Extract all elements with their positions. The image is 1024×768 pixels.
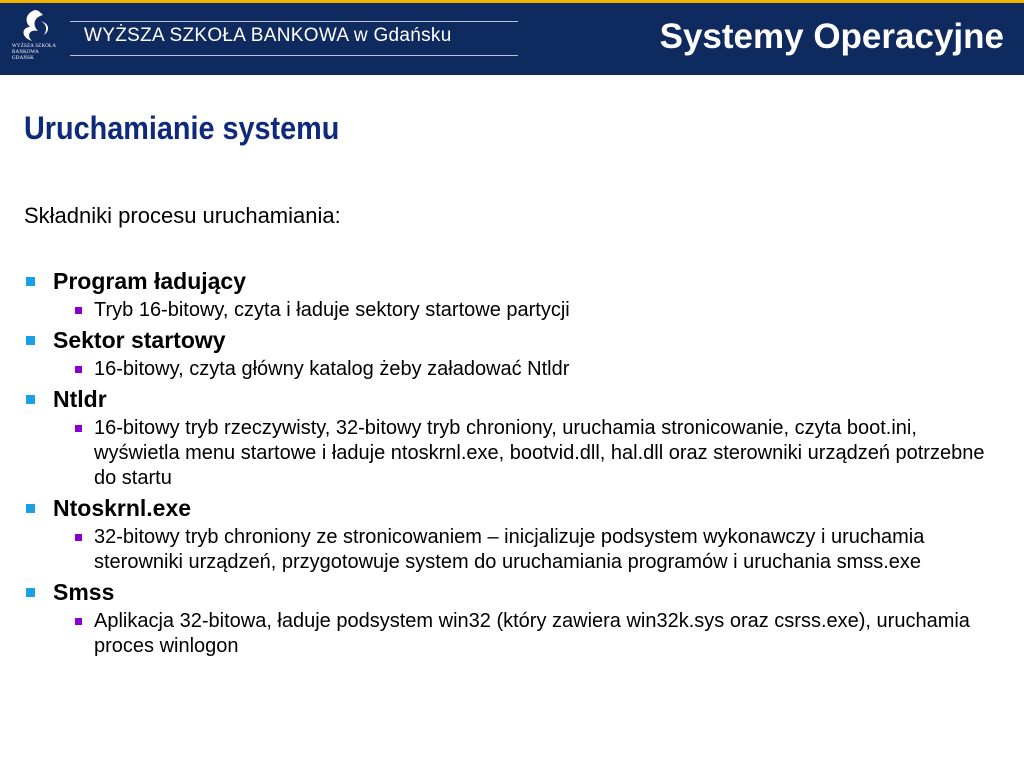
square-bullet-icon: [75, 618, 82, 625]
divider: [70, 55, 518, 56]
logo-emblem-icon: [10, 7, 60, 47]
list-item: [24, 327, 1004, 354]
square-bullet-icon: [26, 277, 35, 286]
list-subitem: [94, 525, 1004, 575]
list-subitem: [94, 416, 1004, 491]
list-item-label: Ntldr: [53, 386, 107, 412]
square-bullet-icon: [75, 425, 82, 432]
logo-wordmark: WYŻSZA SZKOŁA BANKOWA GDAŃSK: [12, 44, 56, 61]
square-bullet-icon: [75, 534, 82, 541]
divider: [70, 21, 518, 22]
header-accent-line: [0, 0, 1024, 3]
list-item: [24, 579, 1004, 606]
list-subitem: [94, 609, 1004, 659]
school-name: WYŻSZA SZKOŁA BANKOWA w Gdańsku: [84, 25, 452, 46]
list-subitem-text: Aplikacja 32-bitowa, ładuje podsystem win32 (który zawiera win32k.sys oraz csrss.exe), uruchamia proces winlogon: [94, 610, 970, 657]
square-bullet-icon: [26, 395, 35, 404]
list-item-label: Sektor startowy: [53, 327, 226, 353]
list-item: [24, 495, 1004, 522]
square-bullet-icon: [26, 504, 35, 513]
square-bullet-icon: [75, 307, 82, 314]
square-bullet-icon: [26, 336, 35, 345]
list-item-label: Ntoskrnl.exe: [53, 495, 192, 521]
slide-title: Uruchamianie systemu: [24, 110, 340, 146]
list-item-label: Program ładujący: [53, 268, 247, 294]
bullet-list: [24, 268, 1004, 663]
list-item: [24, 268, 1004, 295]
list-subitem-text: 16-bitowy tryb rzeczywisty, 32-bitowy tryb chroniony, uruchamia stronicowanie, czyta boot.ini, wyświetla menu startowe i ładuje ntoskrnl.exe, bootvid.dll, hal.dll oraz sterowniki urządzeń potrzebne do startu: [94, 417, 985, 489]
list-subitem-text: 16-bitowy, czyta główny katalog żeby załadować Ntldr: [94, 358, 570, 380]
square-bullet-icon: [26, 588, 35, 597]
header-bar: [0, 0, 1024, 75]
list-item: [24, 386, 1004, 413]
course-title: Systemy Operacyjne: [659, 17, 1004, 56]
list-subitem: [94, 298, 1004, 323]
list-item-label: Smss: [53, 579, 115, 605]
list-subitem-text: Tryb 16-bitowy, czyta i ładuje sektory startowe partycji: [94, 299, 570, 321]
square-bullet-icon: [75, 366, 82, 373]
intro-text: Składniki procesu uruchamiania:: [24, 203, 341, 228]
list-subitem-text: 32-bitowy tryb chroniony ze stronicowaniem – inicjalizuje podsystem wykonawczy i uruchamia sterowniki urządzeń, przygotowuje system do uruchamiania programów i uruchania smss.exe: [94, 526, 925, 573]
list-subitem: [94, 357, 1004, 382]
